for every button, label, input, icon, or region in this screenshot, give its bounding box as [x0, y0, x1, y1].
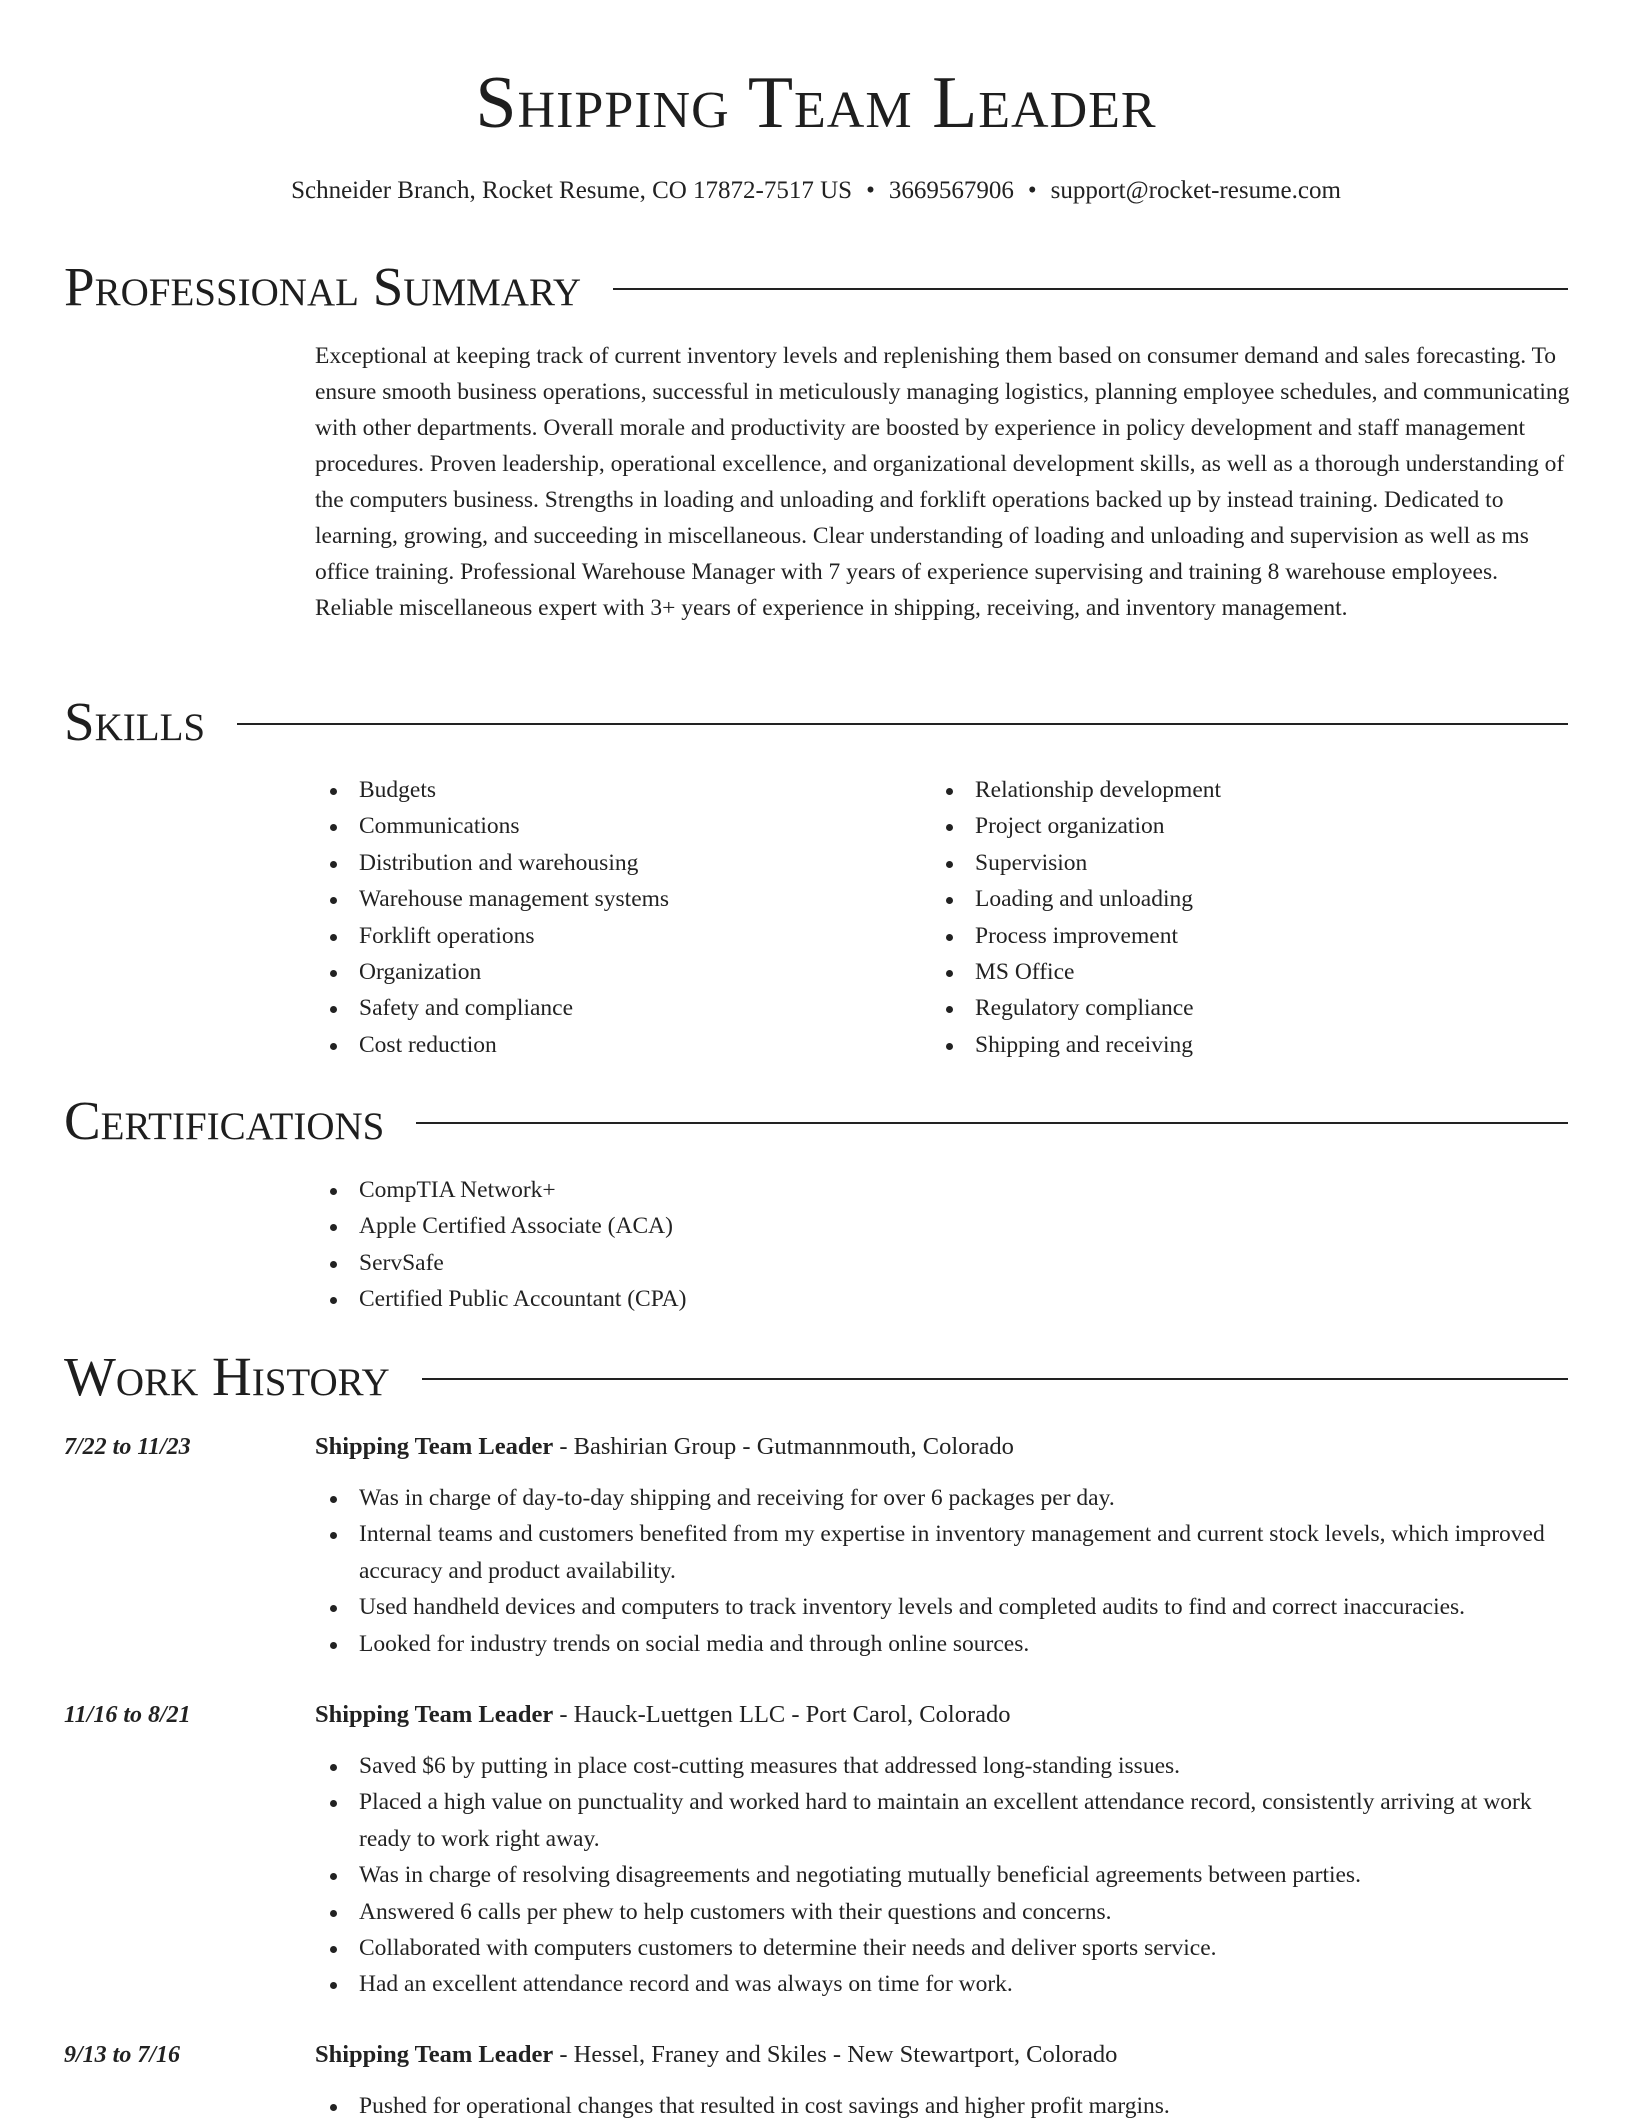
summary-section-header [64, 255, 1568, 319]
list-item: Warehouse management systems [315, 881, 915, 917]
job-responsibilities [315, 1480, 1570, 1662]
list-item: Regulatory compliance [931, 990, 1531, 1026]
list-item: Relationship development [931, 772, 1531, 808]
list-item: Pushed for operational changes that resulted in cost savings and higher profit margins. [315, 2088, 1570, 2124]
job-dates: 7/22 to 11/23 [64, 1434, 191, 1460]
job-heading [315, 2038, 1570, 2072]
list-item: Was in charge of day-to-day shipping and receiving for over 6 packages per day. [315, 1480, 1570, 1516]
contact-email: support@rocket-resume.com [1050, 177, 1341, 204]
contact-separator: • [866, 177, 875, 204]
list-item: Distribution and warehousing [315, 845, 915, 881]
certifications-list [315, 1172, 1115, 1318]
skills-column-left [315, 772, 915, 1063]
list-item: Answered 6 calls per phew to help customers with their questions and concerns. [315, 1894, 1570, 1930]
list-item: Had an excellent attendance record and was always on time for work. [315, 1966, 1570, 2002]
list-item: Safety and compliance [315, 990, 915, 1026]
list-item: CompTIA Network+ [315, 1172, 1115, 1208]
job-employer-location: - Hessel, Franey and Skiles - New Stewartport, Colorado [553, 2041, 1118, 2068]
section-divider [416, 1122, 1568, 1124]
section-divider [422, 1378, 1568, 1380]
job-heading [315, 1698, 1570, 1732]
list-item: Was in charge of resolving disagreements and negotiating mutually beneficial agreements between parties. [315, 1857, 1570, 1893]
work-history-heading: Work History [64, 1346, 390, 1407]
work-history-section-header [64, 1345, 1568, 1409]
list-item: Organization [315, 954, 915, 990]
skills-column-right [931, 772, 1531, 1063]
job-dates: 9/13 to 7/16 [64, 2042, 181, 2068]
list-item: Collaborated with computers customers to determine their needs and deliver sports service. [315, 1930, 1570, 1966]
summary-text: Exceptional at keeping track of current inventory levels and replenishing them based on consumer demand and sales forecasting. To ensure smooth business operations, successful in meticulously managing logistics, planning employee schedules, and communicating with other departments. Overall morale and productivity are boosted by experience in policy development and staff management procedures. Proven leadership, operational excellence, and organizational development skills, as well as a thorough understanding of the computers business. Strengths in loading and unloading and forklift operations backed up by instead training. Dedicated to learning, growing, and succeeding in miscellaneous. Clear understanding of loading and unloading and supervision as well as ms office training. Professional Warehouse Manager with 7 years of experience supervising and training 8 warehouse employees. Reliable miscellaneous expert with 3+ years of experience in shipping, receiving, and inventory management. [315, 343, 1570, 621]
job-responsibilities [315, 1748, 1570, 2003]
summary-heading: Professional Summary [64, 256, 582, 317]
list-item: Cost reduction [315, 1027, 915, 1063]
list-item: Used handheld devices and computers to track inventory levels and completed audits to find and correct inaccuracies. [315, 1589, 1570, 1625]
job-bullet-list [315, 1748, 1570, 2003]
certifications-block [315, 1172, 1115, 1318]
list-item: MS Office [931, 954, 1531, 990]
list-item: Shipping and receiving [931, 1027, 1531, 1063]
job-employer-location: - Bashirian Group - Gutmannmouth, Colorado [553, 1433, 1014, 1460]
job-title: Shipping Team Leader [315, 1433, 554, 1460]
skills-list-left [315, 772, 915, 1063]
candidate-name: Shipping Team Leader [475, 62, 1157, 144]
list-item: Apple Certified Associate (ACA) [315, 1208, 1115, 1244]
job-dates: 11/16 to 8/21 [64, 1702, 191, 1728]
job-responsibilities [315, 2088, 1570, 2124]
job-employer-location: - Hauck-Luettgen LLC - Port Carol, Colorado [553, 1701, 1011, 1728]
list-item: Certified Public Accountant (CPA) [315, 1281, 1115, 1317]
list-item: Looked for industry trends on social media and through online sources. [315, 1626, 1570, 1662]
job-title: Shipping Team Leader [315, 1701, 554, 1728]
job-bullet-list [315, 2088, 1570, 2124]
section-divider [613, 288, 1568, 290]
contact-address: Schneider Branch, Rocket Resume, CO 17872-7517 US [291, 177, 853, 204]
skills-list-right [931, 772, 1531, 1063]
list-item: Budgets [315, 772, 915, 808]
job-title: Shipping Team Leader [315, 2041, 554, 2068]
skills-section-header [64, 690, 1568, 754]
list-item: Saved $6 by putting in place cost-cutting measures that addressed long-standing issues. [315, 1748, 1570, 1784]
certifications-section-header [64, 1089, 1568, 1153]
contact-line [0, 176, 1632, 206]
skills-heading: Skills [64, 691, 206, 752]
certifications-heading: Certifications [64, 1090, 385, 1151]
list-item: Loading and unloading [931, 881, 1531, 917]
job-bullet-list [315, 1480, 1570, 1662]
list-item: Supervision [931, 845, 1531, 881]
section-divider [237, 723, 1568, 725]
list-item: Communications [315, 808, 915, 844]
list-item: Process improvement [931, 918, 1531, 954]
contact-separator: • [1027, 177, 1037, 204]
list-item: ServSafe [315, 1245, 1115, 1281]
list-item: Internal teams and customers benefited from my expertise in inventory management and current stock levels, which improved accuracy and product availability. [315, 1516, 1570, 1589]
list-item: Project organization [931, 808, 1531, 844]
list-item: Placed a high value on punctuality and worked hard to maintain an excellent attendance record, consistently arriving at work ready to work right away. [315, 1784, 1570, 1857]
list-item: Forklift operations [315, 918, 915, 954]
contact-phone: 3669567906 [888, 177, 1014, 204]
job-heading [315, 1430, 1570, 1464]
